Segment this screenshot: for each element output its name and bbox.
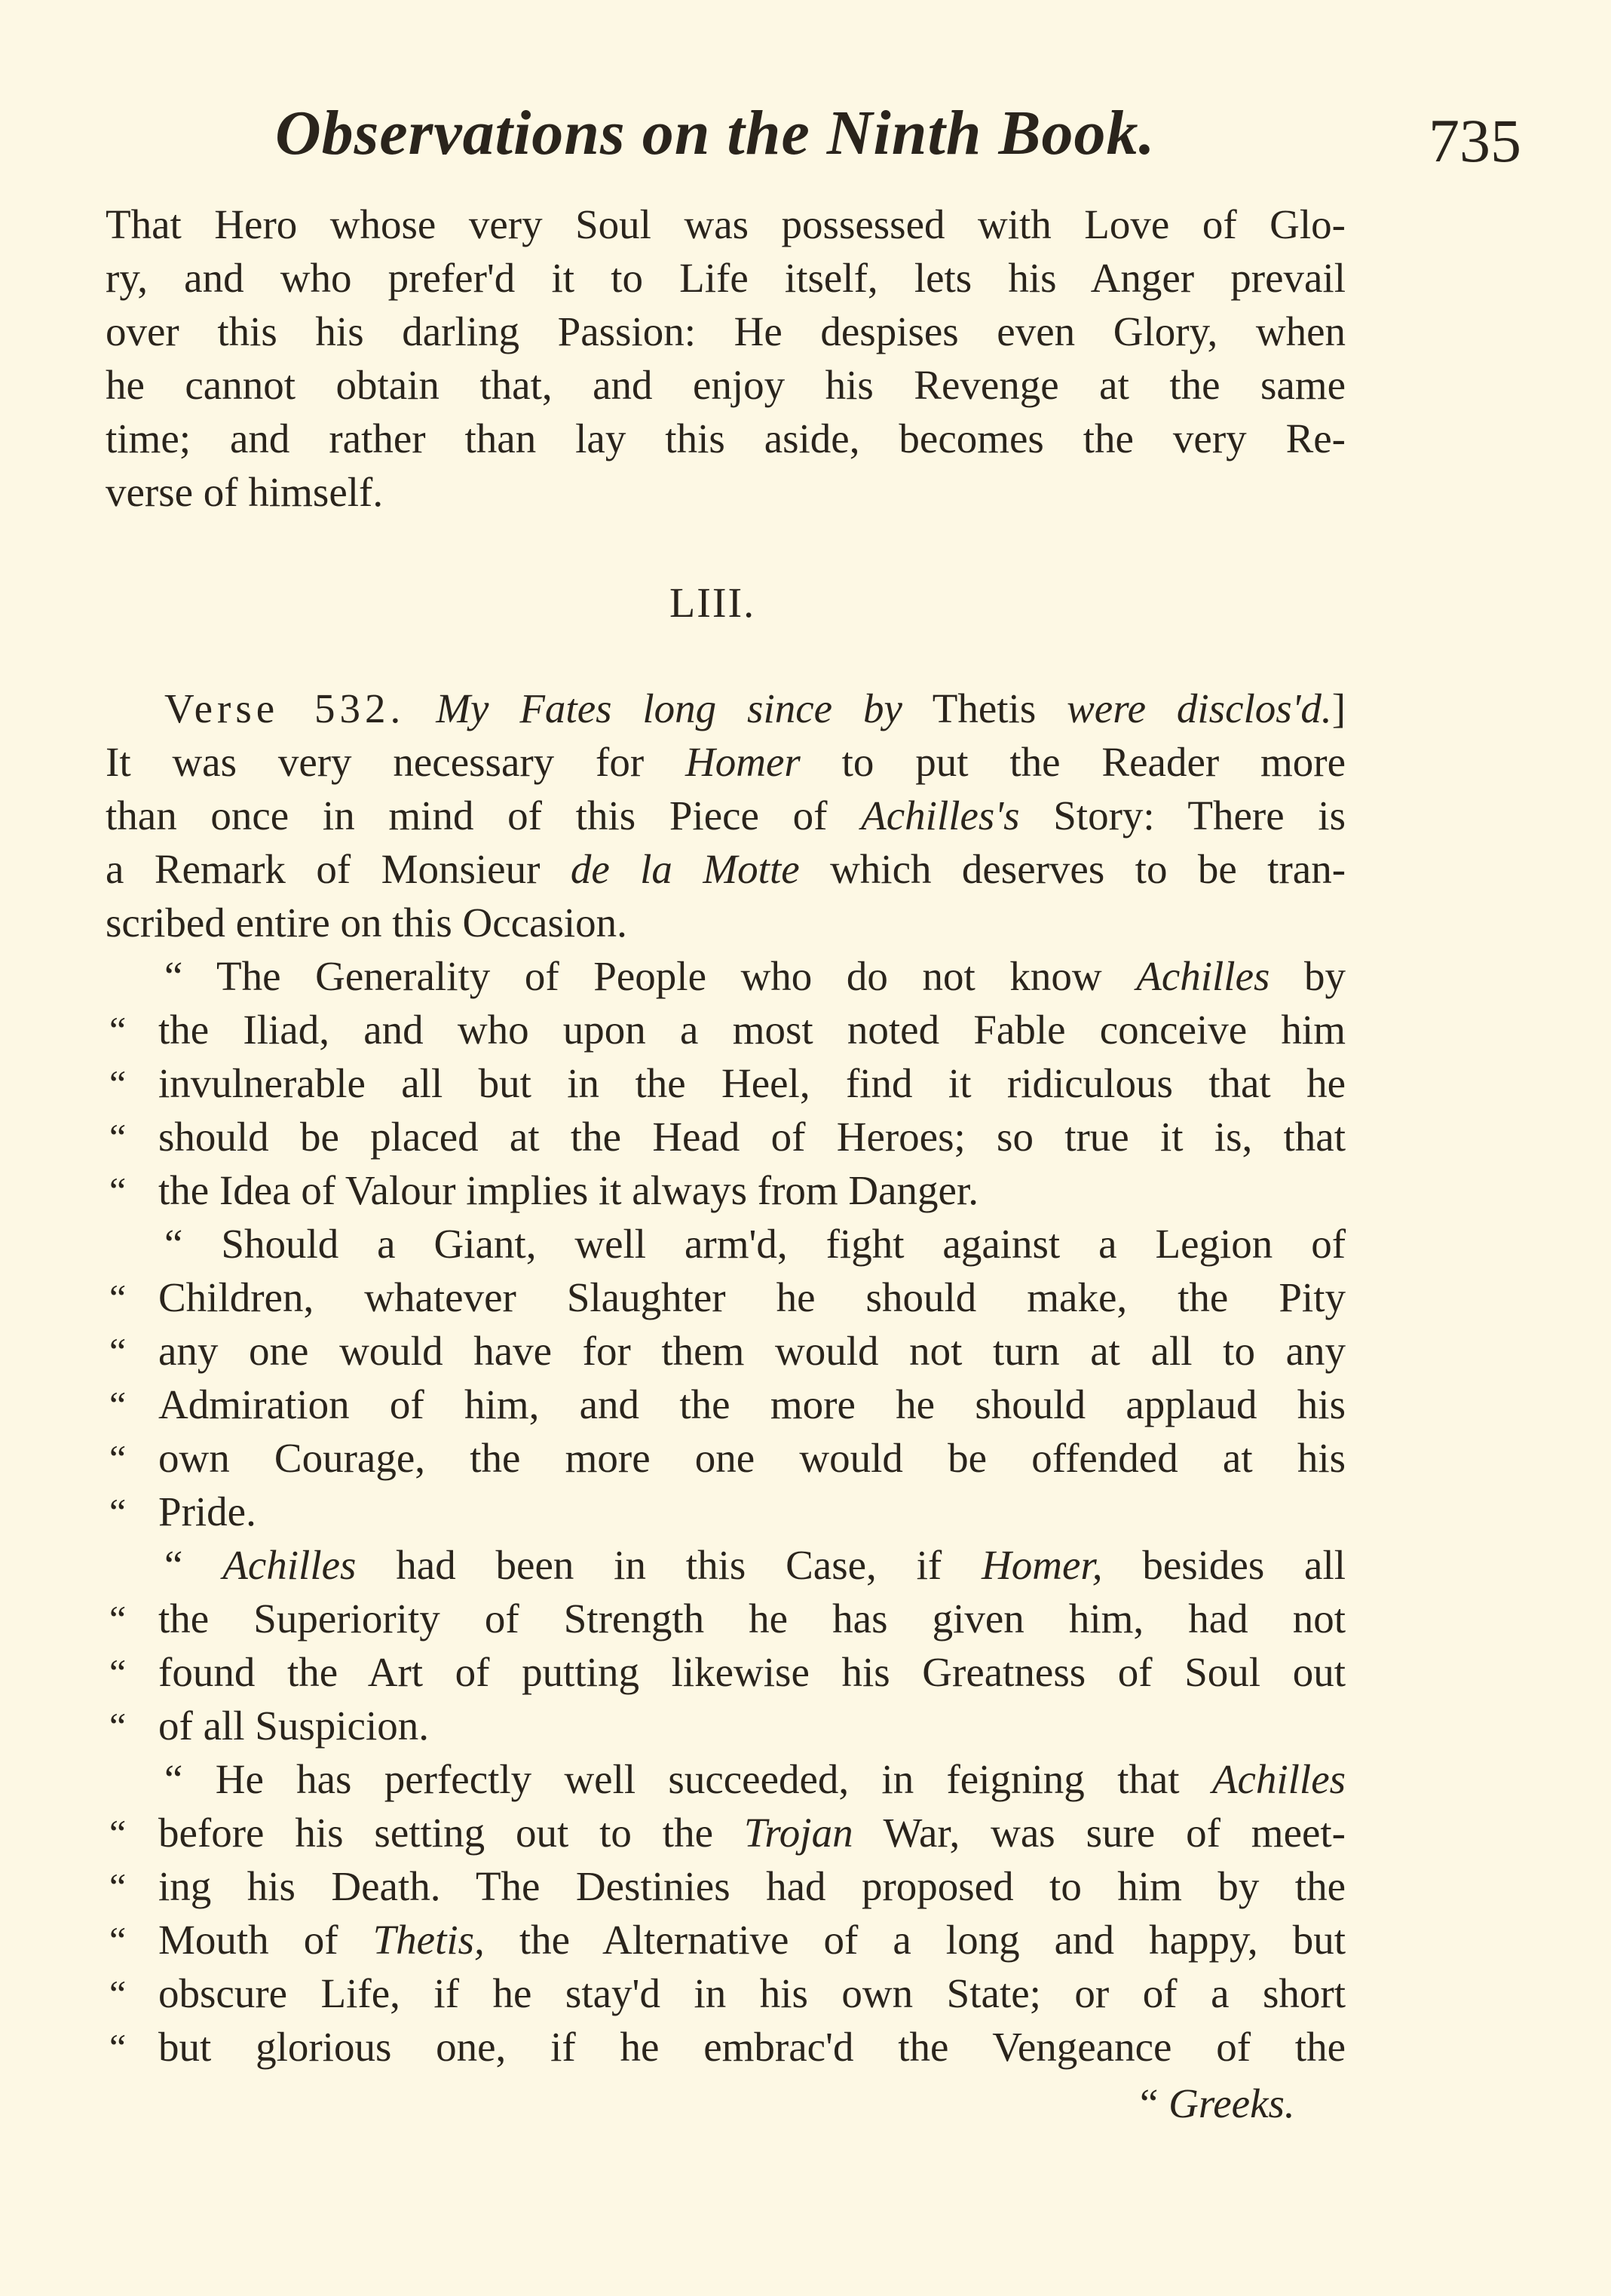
quote-mark: “ [109, 1009, 127, 1051]
paragraph-line: verse of himself. [106, 469, 384, 515]
quote-line: any one would have for them would not turn at all to any [158, 1328, 1346, 1374]
quote-mark: “ [109, 1277, 127, 1319]
note-line: scribed entire on this Occasion. [106, 900, 627, 946]
catchword: “ Greeks. [1140, 2080, 1295, 2126]
quote-mark: “ [164, 1221, 183, 1267]
quote-mark: “ [109, 1919, 127, 1961]
paragraph-line: he cannot obtain that, and enjoy his Revenge at the same [106, 362, 1346, 408]
quote-line: Pride. [158, 1488, 256, 1534]
hero-name: Achilles [1136, 953, 1270, 999]
quote-mark: “ [109, 1116, 127, 1158]
author-name: Homer, [982, 1542, 1103, 1588]
quote-mark: “ [109, 1062, 127, 1105]
quote-mark: “ [164, 1756, 183, 1802]
quote-line: of all Suspicion. [158, 1703, 430, 1749]
note-line: than once in mind of this Piece of Achilles's Story: There is [106, 792, 1346, 838]
quote-mark: “ [109, 1330, 127, 1372]
quote-mark: “ [164, 953, 183, 999]
quote-line: ing his Death. The Destinies had proposed to him by the [158, 1863, 1346, 1909]
paragraph-line: time; and rather than lay this aside, becomes the very Re- [106, 415, 1346, 461]
verse-label: Verse 532. [164, 685, 406, 731]
quote-line: the Iliad, and who upon a most noted Fable conceive him [158, 1007, 1346, 1053]
quote-line: Admiration of him, and the more he should applaud his [158, 1381, 1346, 1427]
quote-line: own Courage, the more one would be offended at his [158, 1435, 1346, 1481]
quote-line: found the Art of putting likewise his Greatness of Soul out [158, 1649, 1346, 1695]
quote-line: “ He has perfectly well succeeded, in feigning that Achilles [164, 1756, 1346, 1802]
quote-line: but glorious one, if he embrac'd the Vengeance of the [158, 2024, 1346, 2070]
quote-mark: “ [109, 1973, 127, 2015]
quote-line: invulnerable all but in the Heel, find it ridiculous that he [158, 1060, 1346, 1106]
hero-name: Achilles [222, 1542, 357, 1588]
lemma-text: were disclos'd. [1067, 685, 1332, 731]
note-line: It was very necessary for Homer to put the Reader more [106, 739, 1346, 785]
paragraph-line: That Hero whose very Soul was possessed with Love of Glo- [106, 201, 1346, 247]
quote-line: obscure Life, if he stay'd in his own State; or of a short [158, 1970, 1346, 2016]
closing-bracket: ] [1331, 685, 1346, 731]
quote-mark: “ [164, 1542, 183, 1588]
quote-line: before his setting out to the Trojan War, was sure of meet- [158, 1810, 1346, 1856]
quote-mark: “ [1140, 2080, 1159, 2126]
quote-mark: “ [109, 1437, 127, 1479]
quote-mark: “ [109, 1169, 127, 1212]
quote-line: “ The Generality of People who do not know Achilles by [164, 953, 1346, 999]
quote-line: “ Should a Giant, well arm'd, fight against a Legion of [164, 1221, 1346, 1267]
author-name: de la Motte [570, 846, 800, 892]
lemma-text: My Fates long since by [436, 685, 902, 731]
hero-name: Achilles's [861, 792, 1020, 838]
section-number: LIII. [669, 580, 756, 627]
quote-mark: “ [109, 1384, 127, 1426]
place-name: Trojan [743, 1810, 853, 1856]
quote-mark: “ [109, 1865, 127, 1908]
paragraph-line: ry, and who prefer'd it to Life itself, lets his Anger prevail [106, 255, 1346, 301]
author-name: Homer [685, 739, 801, 785]
lemma-name: Thetis [932, 685, 1037, 731]
hero-name: Achilles [1211, 1756, 1346, 1802]
note-heading [164, 682, 1346, 735]
quote-line: should be placed at the Head of Heroes; so true it is, that [158, 1114, 1346, 1160]
quote-mark: “ [109, 1705, 127, 1747]
quote-line: “ Achilles had been in this Case, if Homer, besides all [164, 1542, 1346, 1588]
page-number: 735 [1429, 106, 1521, 175]
quote-mark: “ [109, 1598, 127, 1640]
running-head: Observations on the Ninth Book. [275, 98, 1156, 168]
quote-mark: “ [109, 2026, 127, 2068]
quote-line: the Superiority of Strength he has given him, had not [158, 1596, 1346, 1642]
note-line: a Remark of Monsieur de la Motte which deserves to be tran- [106, 846, 1346, 892]
quote-mark: “ [109, 1491, 127, 1533]
quote-mark: “ [109, 1812, 127, 1854]
goddess-name: Thetis, [372, 1917, 485, 1963]
quote-mark: “ [109, 1651, 127, 1694]
quote-line: Children, whatever Slaughter he should make, the Pity [158, 1274, 1346, 1320]
quote-line: Mouth of Thetis, the Alternative of a long and happy, but [158, 1917, 1346, 1963]
quote-line: the Idea of Valour implies it always from Danger. [158, 1167, 979, 1213]
paragraph-line: over this his darling Passion: He despises even Glory, when [106, 308, 1346, 354]
